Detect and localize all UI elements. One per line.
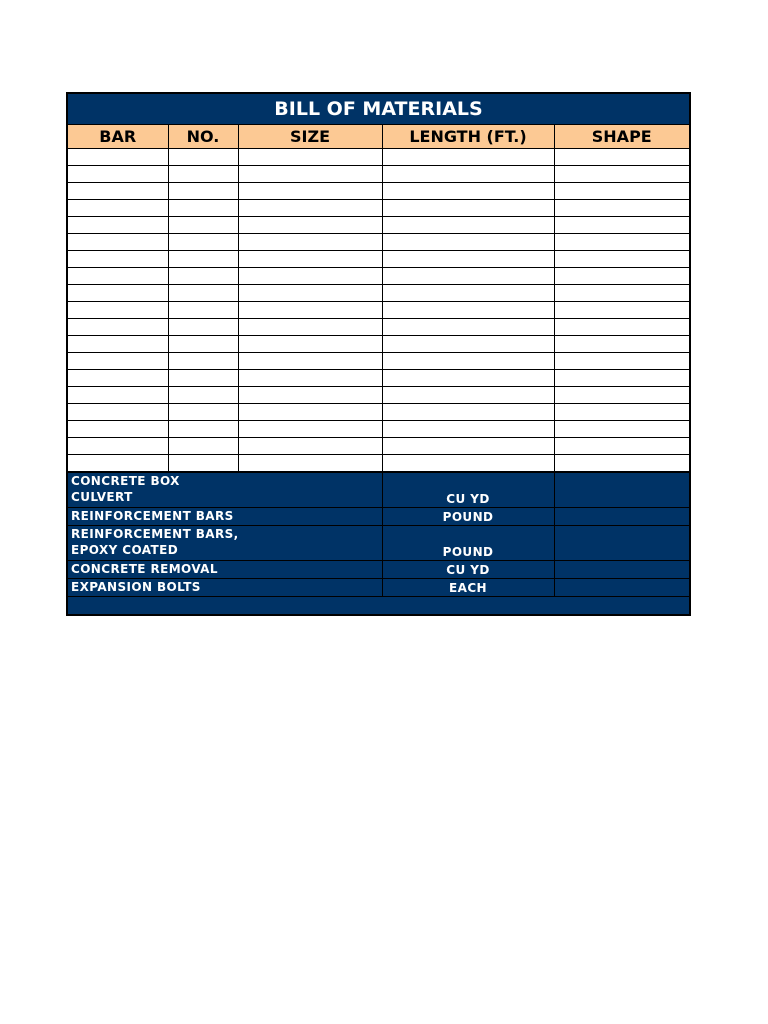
length-cell[interactable] bbox=[382, 404, 554, 421]
length-cell[interactable] bbox=[382, 455, 554, 473]
quantity-row bbox=[68, 508, 689, 526]
size-cell[interactable] bbox=[238, 438, 382, 455]
quantity-value-cell[interactable] bbox=[554, 472, 689, 508]
length-cell[interactable] bbox=[382, 353, 554, 370]
size-cell[interactable] bbox=[238, 166, 382, 183]
no-cell[interactable] bbox=[168, 149, 238, 166]
size-cell[interactable] bbox=[238, 353, 382, 370]
table-row bbox=[68, 217, 689, 234]
header-length: LENGTH (FT.) bbox=[382, 125, 554, 149]
size-cell[interactable] bbox=[238, 285, 382, 302]
size-cell[interactable] bbox=[238, 319, 382, 336]
quantity-description: CONCRETE REMOVAL bbox=[68, 561, 382, 579]
length-cell[interactable] bbox=[382, 285, 554, 302]
shape-cell[interactable] bbox=[554, 438, 689, 455]
shape-cell[interactable] bbox=[554, 370, 689, 387]
length-cell[interactable] bbox=[382, 302, 554, 319]
header-row bbox=[68, 125, 689, 149]
bar-cell[interactable] bbox=[68, 455, 168, 473]
quantity-value-cell[interactable] bbox=[554, 526, 689, 561]
no-cell[interactable] bbox=[168, 336, 238, 353]
quantity-unit: CU YD bbox=[382, 472, 554, 508]
shape-cell[interactable] bbox=[554, 421, 689, 438]
quantity-row bbox=[68, 526, 689, 561]
table-row bbox=[68, 285, 689, 302]
no-cell[interactable] bbox=[168, 285, 238, 302]
shape-cell[interactable] bbox=[554, 336, 689, 353]
length-cell[interactable] bbox=[382, 183, 554, 200]
no-cell[interactable] bbox=[168, 183, 238, 200]
table-row bbox=[68, 234, 689, 251]
bar-cell[interactable] bbox=[68, 268, 168, 285]
quantity-description: EXPANSION BOLTS bbox=[68, 579, 382, 597]
size-cell[interactable] bbox=[238, 183, 382, 200]
table-row bbox=[68, 455, 689, 473]
quantity-value-cell[interactable] bbox=[554, 561, 689, 579]
shape-cell[interactable] bbox=[554, 268, 689, 285]
table-row bbox=[68, 183, 689, 200]
size-cell[interactable] bbox=[238, 217, 382, 234]
table-row bbox=[68, 370, 689, 387]
no-cell[interactable] bbox=[168, 421, 238, 438]
length-cell[interactable] bbox=[382, 336, 554, 353]
length-cell[interactable] bbox=[382, 234, 554, 251]
no-cell[interactable] bbox=[168, 370, 238, 387]
quantity-unit: POUND bbox=[382, 526, 554, 561]
shape-cell[interactable] bbox=[554, 302, 689, 319]
no-cell[interactable] bbox=[168, 234, 238, 251]
size-cell[interactable] bbox=[238, 336, 382, 353]
size-cell[interactable] bbox=[238, 251, 382, 268]
shape-cell[interactable] bbox=[554, 149, 689, 166]
length-cell[interactable] bbox=[382, 268, 554, 285]
shape-cell[interactable] bbox=[554, 200, 689, 217]
bar-cell[interactable] bbox=[68, 336, 168, 353]
table-row bbox=[68, 353, 689, 370]
shape-cell[interactable] bbox=[554, 183, 689, 200]
length-cell[interactable] bbox=[382, 438, 554, 455]
shape-cell[interactable] bbox=[554, 353, 689, 370]
bar-cell[interactable] bbox=[68, 387, 168, 404]
shape-cell[interactable] bbox=[554, 319, 689, 336]
no-cell[interactable] bbox=[168, 404, 238, 421]
bar-cell[interactable] bbox=[68, 353, 168, 370]
header-size: SIZE bbox=[238, 125, 382, 149]
shape-cell[interactable] bbox=[554, 166, 689, 183]
no-cell[interactable] bbox=[168, 438, 238, 455]
length-cell[interactable] bbox=[382, 149, 554, 166]
footer-cell bbox=[68, 597, 689, 615]
no-cell[interactable] bbox=[168, 387, 238, 404]
length-cell[interactable] bbox=[382, 217, 554, 234]
size-cell[interactable] bbox=[238, 455, 382, 473]
table-row bbox=[68, 336, 689, 353]
size-cell[interactable] bbox=[238, 234, 382, 251]
length-cell[interactable] bbox=[382, 251, 554, 268]
length-cell[interactable] bbox=[382, 319, 554, 336]
bar-cell[interactable] bbox=[68, 200, 168, 217]
table-row bbox=[68, 421, 689, 438]
bill-of-materials-table bbox=[66, 92, 691, 616]
header-no: NO. bbox=[168, 125, 238, 149]
quantity-rows bbox=[68, 472, 689, 614]
no-cell[interactable] bbox=[168, 251, 238, 268]
quantity-unit: POUND bbox=[382, 508, 554, 526]
length-cell[interactable] bbox=[382, 166, 554, 183]
shape-cell[interactable] bbox=[554, 285, 689, 302]
bar-cell[interactable] bbox=[68, 438, 168, 455]
bar-cell[interactable] bbox=[68, 166, 168, 183]
size-cell[interactable] bbox=[238, 149, 382, 166]
table-row bbox=[68, 268, 689, 285]
bar-cell[interactable] bbox=[68, 217, 168, 234]
bar-cell[interactable] bbox=[68, 421, 168, 438]
table-title: BILL OF MATERIALS bbox=[68, 94, 689, 125]
table-row bbox=[68, 387, 689, 404]
footer-bar bbox=[68, 597, 689, 615]
size-cell[interactable] bbox=[238, 200, 382, 217]
shape-cell[interactable] bbox=[554, 404, 689, 421]
no-cell[interactable] bbox=[168, 319, 238, 336]
shape-cell[interactable] bbox=[554, 387, 689, 404]
table-row bbox=[68, 200, 689, 217]
quantity-value-cell[interactable] bbox=[554, 508, 689, 526]
size-cell[interactable] bbox=[238, 370, 382, 387]
size-cell[interactable] bbox=[238, 404, 382, 421]
no-cell[interactable] bbox=[168, 217, 238, 234]
bar-cell[interactable] bbox=[68, 404, 168, 421]
bar-cell[interactable] bbox=[68, 251, 168, 268]
quantity-unit: EACH bbox=[382, 579, 554, 597]
quantity-description: REINFORCEMENT BARS bbox=[68, 508, 382, 526]
length-cell[interactable] bbox=[382, 370, 554, 387]
shape-cell[interactable] bbox=[554, 455, 689, 473]
size-cell[interactable] bbox=[238, 387, 382, 404]
quantity-row bbox=[68, 579, 689, 597]
bar-cell[interactable] bbox=[68, 302, 168, 319]
shape-cell[interactable] bbox=[554, 251, 689, 268]
no-cell[interactable] bbox=[168, 268, 238, 285]
no-cell[interactable] bbox=[168, 302, 238, 319]
header-bar: BAR bbox=[68, 125, 168, 149]
header-shape: SHAPE bbox=[554, 125, 689, 149]
length-cell[interactable] bbox=[382, 387, 554, 404]
length-cell[interactable] bbox=[382, 200, 554, 217]
bar-cell[interactable] bbox=[68, 149, 168, 166]
length-cell[interactable] bbox=[382, 421, 554, 438]
shape-cell[interactable] bbox=[554, 217, 689, 234]
bar-cell[interactable] bbox=[68, 234, 168, 251]
quantity-unit: CU YD bbox=[382, 561, 554, 579]
quantity-description: CONCRETE BOX CULVERT bbox=[68, 472, 382, 508]
bar-cell[interactable] bbox=[68, 183, 168, 200]
size-cell[interactable] bbox=[238, 268, 382, 285]
bar-cell[interactable] bbox=[68, 319, 168, 336]
table-row bbox=[68, 404, 689, 421]
bar-entry-rows bbox=[68, 149, 689, 473]
quantity-description: REINFORCEMENT BARS, EPOXY COATED bbox=[68, 526, 382, 561]
size-cell[interactable] bbox=[238, 421, 382, 438]
table-row bbox=[68, 149, 689, 166]
table-row bbox=[68, 319, 689, 336]
table-row bbox=[68, 438, 689, 455]
no-cell[interactable] bbox=[168, 455, 238, 473]
table-row bbox=[68, 166, 689, 183]
bar-cell[interactable] bbox=[68, 370, 168, 387]
quantity-row bbox=[68, 561, 689, 579]
size-cell[interactable] bbox=[238, 302, 382, 319]
no-cell[interactable] bbox=[168, 353, 238, 370]
no-cell[interactable] bbox=[168, 200, 238, 217]
quantity-row bbox=[68, 472, 689, 508]
no-cell[interactable] bbox=[168, 166, 238, 183]
quantity-value-cell[interactable] bbox=[554, 579, 689, 597]
table-row bbox=[68, 302, 689, 319]
bar-cell[interactable] bbox=[68, 285, 168, 302]
table-row bbox=[68, 251, 689, 268]
shape-cell[interactable] bbox=[554, 234, 689, 251]
